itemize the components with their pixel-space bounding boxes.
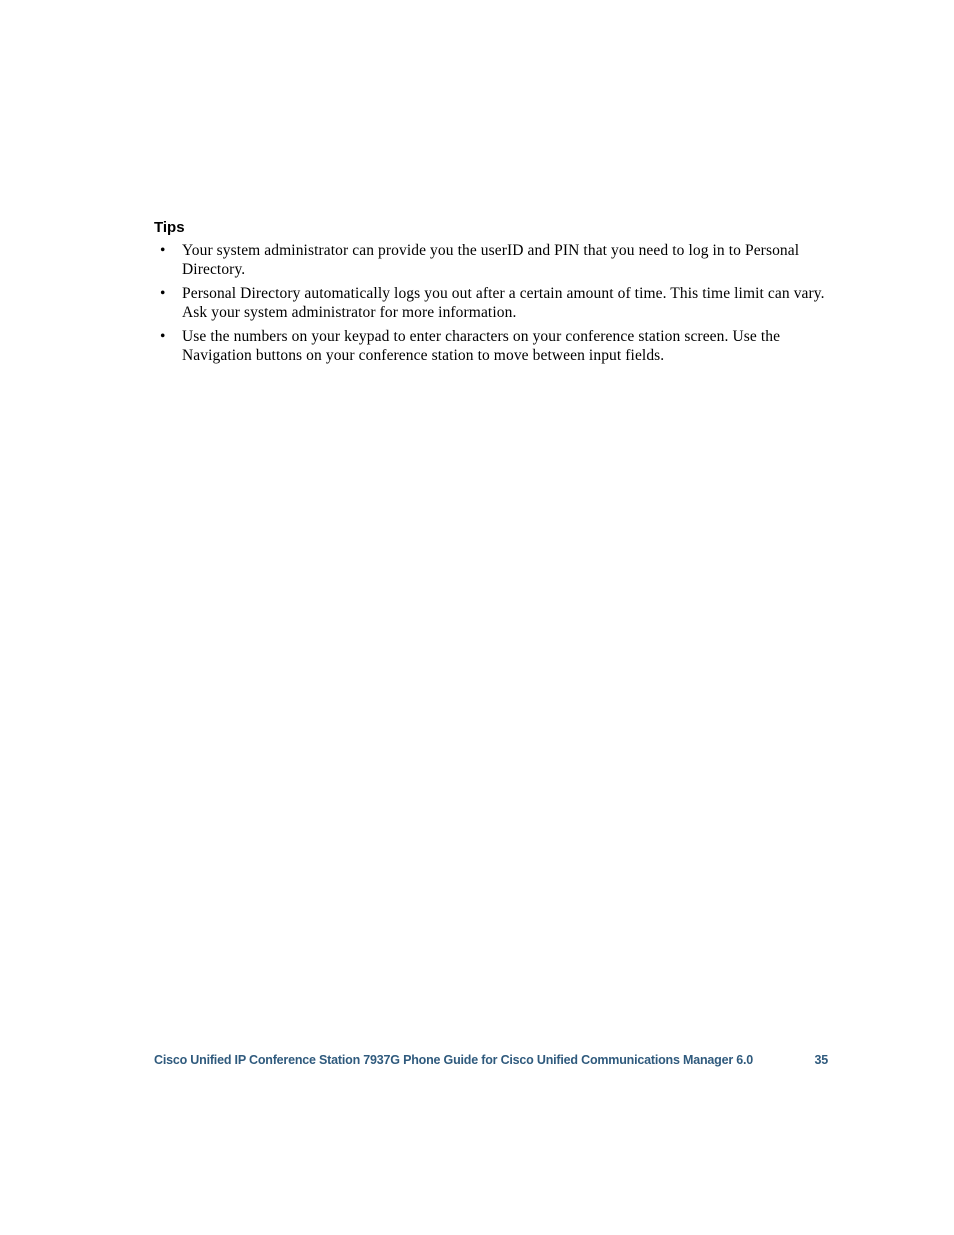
tips-heading: Tips xyxy=(154,219,185,236)
list-item-text: Your system administrator can provide you the userID and PIN that you need to log in to Personal Directory. xyxy=(182,242,800,278)
page-footer xyxy=(154,1051,828,1069)
bullet-icon: • xyxy=(160,285,166,302)
list-item-text: Personal Directory automatically logs you out after a certain amount of time. This time limit can vary. Ask your system administrator for more information. xyxy=(182,285,825,321)
list-item xyxy=(154,242,834,279)
footer-title: Cisco Unified IP Conference Station 7937G Phone Guide for Cisco Unified Communications Manager 6.0 xyxy=(154,1053,754,1067)
bullet-icon: • xyxy=(160,328,166,345)
tips-list xyxy=(154,242,834,371)
page-number: 35 xyxy=(814,1053,828,1067)
list-item xyxy=(154,285,834,322)
bullet-icon: • xyxy=(160,242,166,259)
list-item xyxy=(154,328,834,365)
list-item-text: Use the numbers on your keypad to enter characters on your conference station screen. Use the Navigation buttons on your conference station to move between input fields. xyxy=(182,328,781,364)
